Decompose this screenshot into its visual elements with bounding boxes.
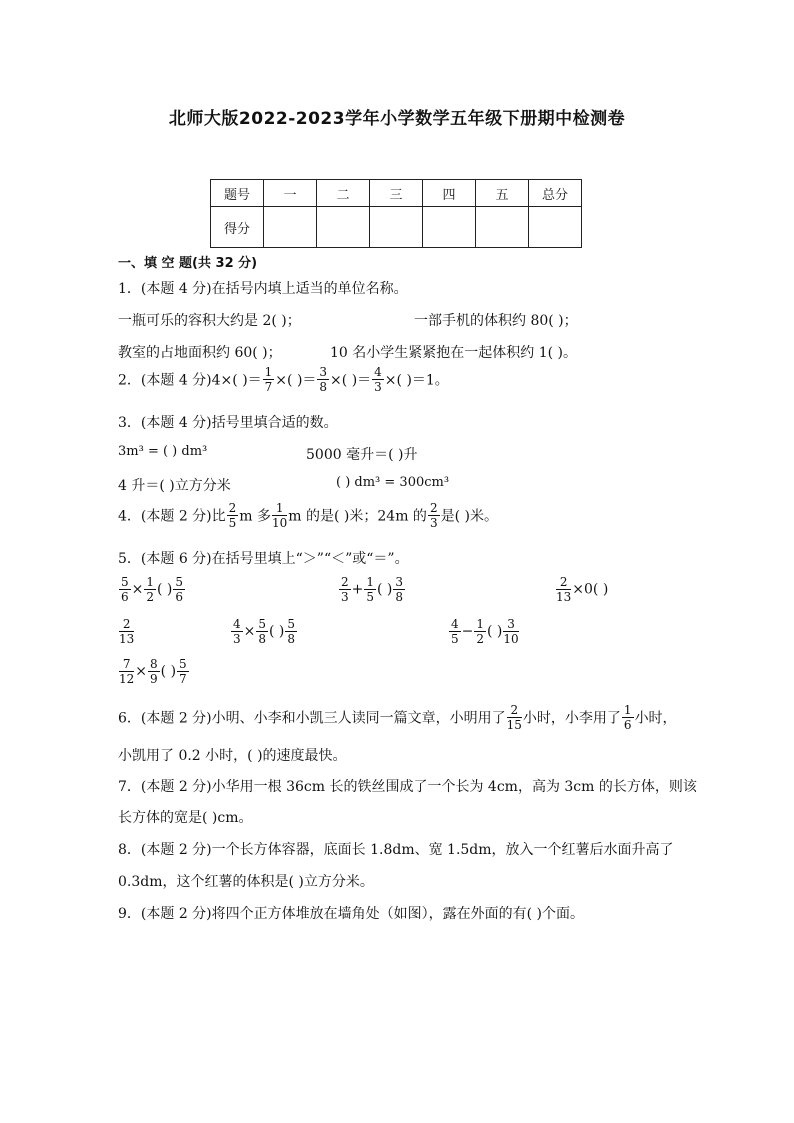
section-heading: 一、填 空 题(共 32 分) — [118, 256, 258, 271]
score-row-label: 得分 — [211, 207, 264, 248]
question-1-part-d: 10 名小学生紧紧抱在一起体积约 1( )。 — [330, 345, 577, 361]
fraction: $\frac{3}{8}$ — [319, 365, 328, 394]
comparison-item: $\frac{7}{12}$ × $\frac{8}{9}$ ( ) $\frac{5}{7}$ — [119, 657, 187, 686]
fraction: $\frac{1}{10}$ — [272, 501, 288, 530]
score-cell[interactable] — [264, 207, 317, 248]
score-header-cell: 题号 — [211, 180, 264, 207]
page-title: 北师大版2022-2023学年小学数学五年级下册期中检测卷 — [168, 109, 626, 129]
score-cell[interactable] — [476, 207, 529, 248]
comparison-item: $\frac{5}{6}$ × $\frac{1}{2}$ ( ) $\frac{5}{6}$ — [121, 575, 184, 604]
score-cell[interactable] — [370, 207, 423, 248]
question-7-line-2: 长方体的宽是( )cm。 — [118, 810, 253, 826]
fraction: $\frac{4}{3}$ — [374, 365, 382, 394]
fraction: $\frac{2}{5}$ — [228, 501, 237, 530]
question-8-line-1: 8．(本题 2 分)一个长方体容器，底面长 1.8dm、宽 1.5dm，放入一个红薯后水面升高了 — [118, 842, 674, 858]
fraction: $\frac{1}{7}$ — [264, 365, 273, 394]
comparison-item: $\frac{4}{3}$ × $\frac{5}{8}$ ( ) $\frac{5}{8}$ — [233, 617, 296, 646]
question-7-line-1: 7．(本题 2 分)小华用一根 36cm 长的铁丝围成了一个长为 4cm，高为 3cm 的长方体，则该 — [118, 779, 697, 795]
question-1-part-c: 教室的占地面积约 60( )； — [118, 345, 282, 361]
question-3-part-d: ( ) dm³ = 300cm³ — [336, 475, 450, 490]
comparison-item: $\frac{4}{5}$ − $\frac{1}{2}$ ( ) $\frac{3}{10}$ — [451, 617, 519, 646]
score-header-cell: 三 — [370, 180, 423, 207]
question-5-stem: 5．(本题 6 分)在括号里填上“＞”“＜”或“＝”。 — [118, 551, 409, 567]
comparison-item: $\frac{2}{13}$ ×0( ) — [556, 575, 609, 604]
score-header-cell: 二 — [317, 180, 370, 207]
score-header-cell: 五 — [476, 180, 529, 207]
comparison-item: $\frac{2}{13}$ — [119, 617, 135, 646]
score-cell[interactable] — [529, 207, 582, 248]
score-table-header-row — [211, 180, 582, 207]
score-header-cell: 总分 — [529, 180, 582, 207]
score-table — [210, 179, 582, 248]
question-3-stem: 3．(本题 4 分)括号里填合适的数。 — [118, 415, 338, 431]
question-3-part-c: 4 升＝( )立方分米 — [118, 478, 231, 494]
question-2: 2．(本题 4 分)4×( )＝ $\frac{1}{7}$ ×( )＝ $\frac{3}{8}$ ×( )＝ $\frac{4}{3}$ ×( )＝1。 — [118, 365, 449, 394]
score-table-score-row — [211, 207, 582, 248]
comparison-item: $\frac{2}{3}$ + $\frac{1}{5}$ ( ) $\frac{3}{8}$ — [341, 575, 404, 604]
score-cell[interactable] — [423, 207, 476, 248]
question-4: 4．(本题 2 分)比 $\frac{2}{5}$ m 多 $\frac{1}{10}$ m 的是( )米；24m 的 $\frac{2}{3}$ 是( )米。 — [118, 501, 498, 530]
score-cell[interactable] — [317, 207, 370, 248]
question-3-part-a: 3m³ = ( ) dm³ — [118, 444, 208, 459]
question-8-line-2: 0.3dm，这个红薯的体积是( )立方分米。 — [118, 874, 374, 890]
fraction: $\frac{2}{3}$ — [429, 501, 438, 530]
question-1-part-a: 一瓶可乐的容积大约是 2( )； — [118, 313, 301, 329]
question-3-part-b: 5000 毫升＝( )升 — [306, 447, 418, 463]
score-header-cell: 四 — [423, 180, 476, 207]
score-header-cell: 一 — [264, 180, 317, 207]
question-9-line-1: 9．(本题 2 分)将四个正方体堆放在墙角处（如图），露在外面的有( )个面。 — [118, 906, 585, 922]
question-1-part-b: 一部手机的体积约 80( )； — [414, 313, 578, 329]
question-1-stem: 1．(本题 4 分)在括号内填上适当的单位名称。 — [118, 281, 408, 297]
question-6-line-2: 小凯用了 0.2 小时，( )的速度最快。 — [118, 748, 347, 764]
question-6-line-1: 6．(本题 2 分)小明、小李和小凯三人读同一篇文章，小明用了 $\frac{2}{15}$ 小时，小李用了 $\frac{1}{6}$ 小时， — [118, 703, 677, 732]
